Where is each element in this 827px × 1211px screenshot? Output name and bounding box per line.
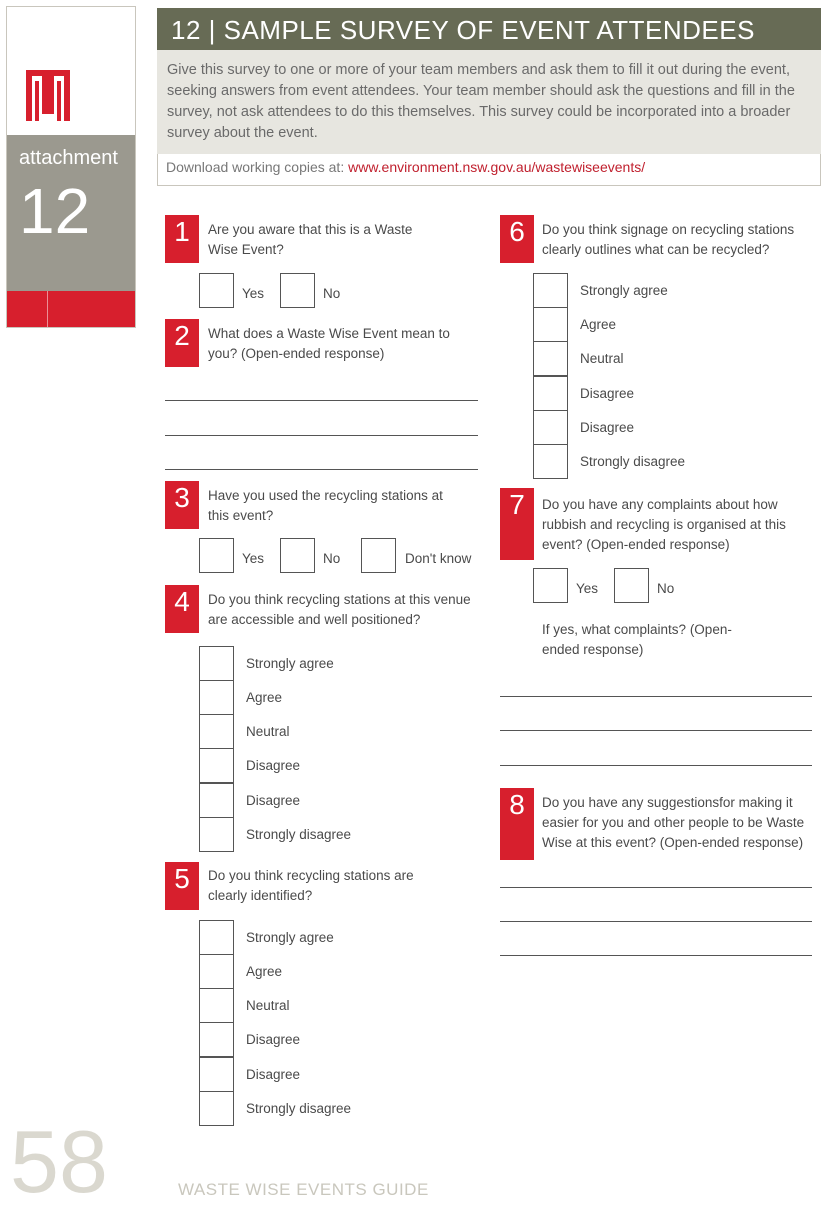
checkbox[interactable]: [533, 444, 568, 479]
question-text: Have you used the recycling stations at this event?: [208, 488, 443, 523]
page-number: 58: [10, 1112, 108, 1211]
checkbox[interactable]: [199, 538, 234, 573]
option-label: Strongly agree: [246, 656, 334, 671]
option-label: Strongly disagree: [580, 454, 686, 469]
answer-line[interactable]: [500, 887, 812, 888]
option-label: Strongly agree: [580, 283, 668, 298]
checkbox[interactable]: [199, 1022, 234, 1057]
answer-line[interactable]: [500, 955, 812, 956]
question-number: 2: [165, 319, 199, 367]
option-label: Yes: [242, 286, 265, 301]
option-label: Disagree: [580, 420, 635, 435]
footer-title: WASTE WISE EVENTS GUIDE: [178, 1180, 429, 1199]
checkbox[interactable]: [280, 538, 315, 573]
attachment-label: attachment: [19, 147, 118, 169]
checkbox[interactable]: [199, 646, 234, 681]
checkbox[interactable]: [199, 783, 234, 818]
question-text: Do you have any suggestionsfor making it easier for you and other people to be Waste Wise at this event? (Open-ended response): [542, 795, 805, 850]
attachment-number: 12: [19, 175, 91, 247]
option-label: Agree: [246, 690, 283, 705]
checkbox[interactable]: [199, 954, 234, 989]
option-label: Agree: [580, 317, 617, 332]
option-label: No: [323, 286, 341, 301]
checkbox[interactable]: [533, 568, 568, 603]
checkbox[interactable]: [199, 1057, 234, 1092]
attachment-red-bar: [7, 291, 135, 327]
option-label: Neutral: [246, 998, 290, 1013]
answer-line[interactable]: [165, 435, 478, 436]
checkbox[interactable]: [614, 568, 649, 603]
option-label: Disagree: [246, 1032, 301, 1047]
attachment-panel: [7, 135, 135, 291]
question-text: What does a Waste Wise Event mean to you? (Open-ended response): [208, 326, 450, 361]
answer-line[interactable]: [500, 765, 812, 766]
answer-line[interactable]: [500, 921, 812, 922]
attachment-tab: [6, 6, 136, 328]
checkbox[interactable]: [199, 1091, 234, 1126]
checkbox[interactable]: [199, 714, 234, 749]
answer-line[interactable]: [165, 400, 478, 401]
option-label: Neutral: [246, 724, 290, 739]
checkbox[interactable]: [533, 376, 568, 411]
question-number: 6: [500, 215, 534, 263]
page-title: 12 | SAMPLE SURVEY OF EVENT ATTENDEES: [171, 15, 755, 45]
intro-box: [157, 50, 821, 154]
option-label: No: [323, 551, 341, 566]
checkbox[interactable]: [199, 748, 234, 783]
question-number: 1: [165, 215, 199, 263]
checkbox[interactable]: [199, 680, 234, 715]
checkbox[interactable]: [361, 538, 396, 573]
question-text: Do you have any complaints about how rubbish and recycling is organised at this event? (Open-ended response): [542, 497, 786, 552]
question-number: 7: [500, 488, 534, 560]
checkbox[interactable]: [280, 273, 315, 308]
option-label: Don't know: [405, 551, 472, 566]
option-label: Disagree: [580, 386, 635, 401]
page-header: [157, 8, 821, 50]
question-number: 8: [500, 788, 534, 860]
question-text: Are you aware that this is a Waste Wise Event?: [208, 222, 413, 257]
question-number: 4: [165, 585, 199, 633]
checkbox[interactable]: [533, 341, 568, 376]
question-text: Do you think recycling stations at this venue are accessible and well positioned?: [208, 592, 471, 627]
checkbox[interactable]: [199, 273, 234, 308]
checkbox[interactable]: [533, 307, 568, 342]
question-number: 3: [165, 481, 199, 529]
nsw-logo-icon: [25, 67, 71, 123]
followup-text: If yes, what complaints? (Open-ended response): [542, 622, 732, 657]
answer-line[interactable]: [500, 696, 812, 697]
logo-area: [7, 7, 135, 135]
option-label: Yes: [242, 551, 265, 566]
answer-line[interactable]: [165, 469, 478, 470]
intro-text: Give this survey to one or more of your team members and ask them to fill it out during the event, seeking answers from event attendees. Your team member should ask the questions and fill in the survey, not ask attendees to do this themselves. This survey could be incorporated into a broader survey about the event.: [167, 62, 795, 141]
checkbox[interactable]: [533, 273, 568, 308]
option-label: Disagree: [246, 1067, 301, 1082]
download-link[interactable]: www.environment.nsw.gov.au/wastewiseevents/: [348, 159, 646, 175]
checkbox[interactable]: [199, 817, 234, 852]
option-label: No: [657, 581, 675, 596]
option-label: Agree: [246, 964, 283, 979]
question-text: Do you think recycling stations are clearly identified?: [208, 868, 414, 903]
answer-line[interactable]: [500, 730, 812, 731]
option-label: Strongly disagree: [246, 1101, 352, 1116]
option-label: Strongly disagree: [246, 827, 352, 842]
download-line: [157, 154, 821, 186]
option-label: Yes: [576, 581, 599, 596]
option-label: Disagree: [246, 793, 301, 808]
download-label: Download working copies at:: [166, 159, 349, 175]
checkbox[interactable]: [199, 920, 234, 955]
option-label: Disagree: [246, 758, 301, 773]
question-number: 5: [165, 862, 199, 910]
question-text: Do you think signage on recycling stations clearly outlines what can be recycled?: [542, 222, 795, 257]
checkbox[interactable]: [199, 988, 234, 1023]
checkbox[interactable]: [533, 410, 568, 445]
option-label: Neutral: [580, 351, 624, 366]
option-label: Strongly agree: [246, 930, 334, 945]
